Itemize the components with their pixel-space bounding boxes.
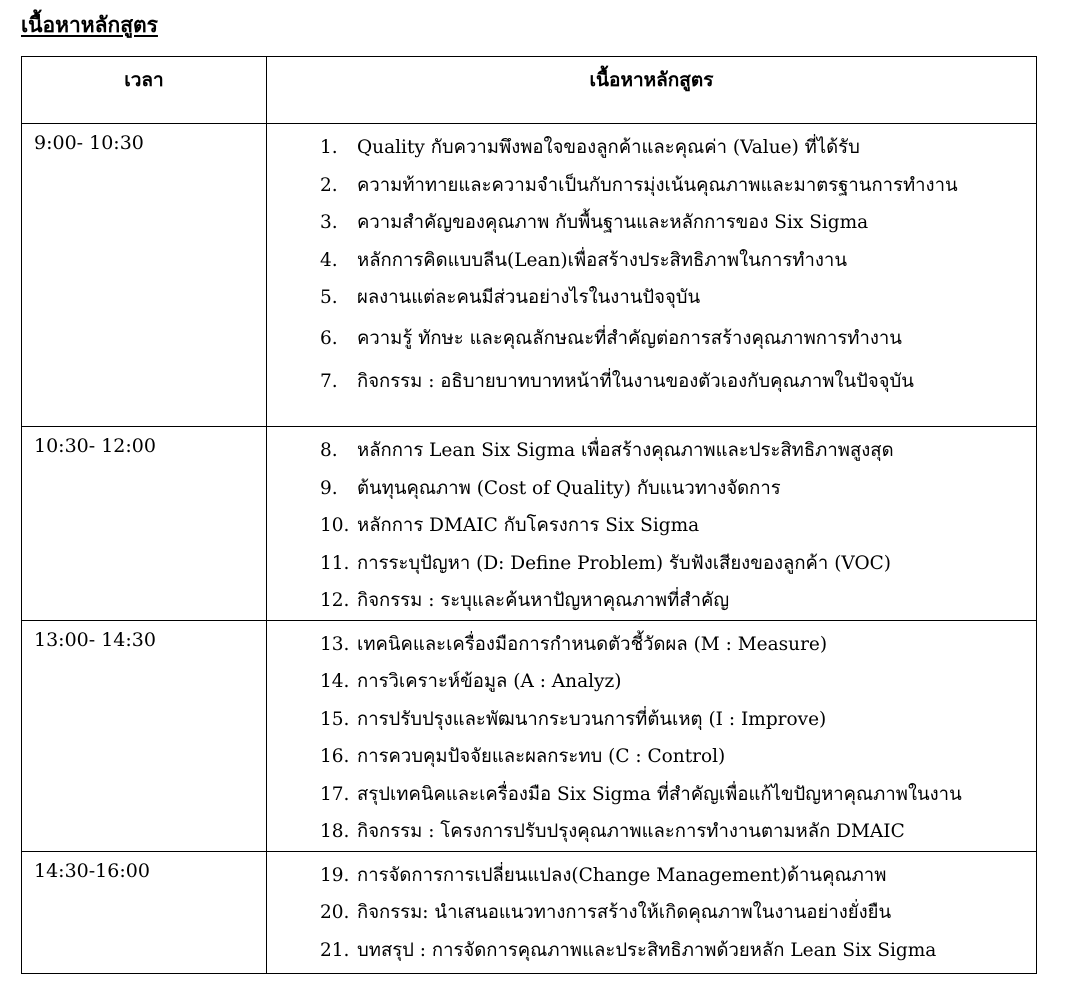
topic-list [267,129,1036,403]
item-number: 12. [320,590,350,612]
list-item [267,663,1036,701]
list-item [267,317,1036,360]
item-number: 17. [320,783,350,805]
item-text: กิจกรรม : โครงการปรับปรุงคุณภาพและการทำงานตามหลัก DMAIC [357,821,905,843]
table-row [22,851,1037,973]
list-item [267,857,1036,895]
list-item [267,626,1036,664]
item-text: ความสำคัญของคุณภาพ กับพื้นฐานและหลักการของ Six Sigma [357,212,869,234]
list-item [267,507,1036,545]
item-text: เทคนิคและเครื่องมือการกำหนดตัวชี้วัดผล (M : Measure) [357,633,828,655]
item-text: การระบุปัญหา (D: Define Problem) รับฟังเสียงของลูกค้า (VOC) [357,552,891,574]
list-item [267,432,1036,470]
table-header-row [22,57,1037,124]
item-text: ผลงานแต่ละคนมีส่วนอย่างไรในงานปัจจุบัน [357,287,701,309]
item-text: สรุปเทคนิคและเครื่องมือ Six Sigma ที่สำคัญเพื่อแก้ไขปัญหาคุณภาพในงาน [357,783,962,805]
item-number: 18. [320,821,350,843]
table-row [22,124,1037,427]
item-text: การควบคุมปัจจัยและผลกระทบ (C : Control) [357,746,726,768]
item-text: ความท้าทายและความจำเป็นกับการมุ่งเน้นคุณภาพและมาตรฐานการทำงาน [357,174,958,196]
item-number: 1. [320,137,338,159]
list-item [267,279,1036,317]
list-item [267,776,1036,814]
item-number: 2. [320,174,338,196]
content-column-header: เนื้อหาหลักสูตร [267,57,1037,124]
item-number: 19. [320,864,350,886]
list-item [267,167,1036,205]
item-text: Quality กับความพึงพอใจของลูกค้าและคุณค่า (Value) ที่ได้รับ [357,137,860,159]
list-item [267,738,1036,776]
item-text: การจัดการการเปลี่ยนแปลง(Change Management)ด้านคุณภาพ [357,864,887,886]
session-time: 9:00- 10:30 [22,124,267,427]
item-text: การปรับปรุงและพัฒนากระบวนการที่ต้นเหตุ (I : Improve) [357,708,827,730]
item-text: หลักการ DMAIC กับโครงการ Six Sigma [357,515,700,537]
list-item [267,701,1036,739]
item-number: 21. [320,939,350,961]
item-number: 10. [320,515,350,537]
list-item [267,129,1036,167]
topic-list [267,432,1036,620]
list-item [267,582,1036,620]
list-item [267,813,1036,851]
item-text: หลักการ Lean Six Sigma เพื่อสร้างคุณภาพและประสิทธิภาพสูงสุด [357,440,894,462]
list-item [267,470,1036,508]
list-item [267,545,1036,583]
item-text: กิจกรรม : อธิบายบาทบาทหน้าที่ในงานของตัวเองกับคุณภาพในปัจจุบัน [357,370,914,392]
item-number: 7. [320,370,338,392]
list-item [267,894,1036,932]
list-item [267,360,1036,403]
item-text: บทสรุป : การจัดการคุณภาพและประสิทธิภาพด้วยหลัก Lean Six Sigma [357,939,937,961]
session-time: 13:00- 14:30 [22,620,267,851]
item-number: 8. [320,440,338,462]
item-number: 5. [320,287,338,309]
item-number: 13. [320,633,350,655]
topic-list [267,626,1036,851]
list-item [267,932,1036,970]
session-time: 10:30- 12:00 [22,427,267,621]
table-row [22,620,1037,851]
item-text: กิจกรรม : ระบุและค้นหาปัญหาคุณภาพที่สำคัญ [357,590,730,612]
session-topics [267,851,1037,973]
page-title: เนื้อหาหลักสูตร [21,12,158,37]
item-number: 9. [320,477,338,499]
item-number: 11. [320,552,350,574]
item-text: ต้นทุนคุณภาพ (Cost of Quality) กับแนวทางจัดการ [357,477,781,499]
item-number: 6. [320,327,338,349]
list-item [267,204,1036,242]
topic-list [267,857,1036,970]
item-text: ความรู้ ทักษะ และคุณลักษณะที่สำคัญต่อการสร้างคุณภาพการทำงาน [357,327,902,349]
session-time: 14:30-16:00 [22,851,267,973]
session-topics [267,124,1037,427]
item-number: 3. [320,212,338,234]
item-number: 4. [320,249,338,271]
item-text: หลักการคิดแบบลีน(Lean)เพื่อสร้างประสิทธิภาพในการทำงาน [357,249,847,271]
session-topics [267,427,1037,621]
time-column-header: เวลา [22,57,267,124]
item-number: 15. [320,708,350,730]
course-schedule-table [21,56,1037,974]
item-number: 20. [320,902,350,924]
list-item [267,242,1036,280]
table-row [22,427,1037,621]
item-number: 16. [320,746,350,768]
item-number: 14. [320,671,350,693]
item-text: กิจกรรม: นำเสนอแนวทางการสร้างให้เกิดคุณภาพในงานอย่างยั่งยืน [357,902,892,924]
session-topics [267,620,1037,851]
item-text: การวิเคราะห์ข้อมูล (A : Analyz) [357,671,622,693]
